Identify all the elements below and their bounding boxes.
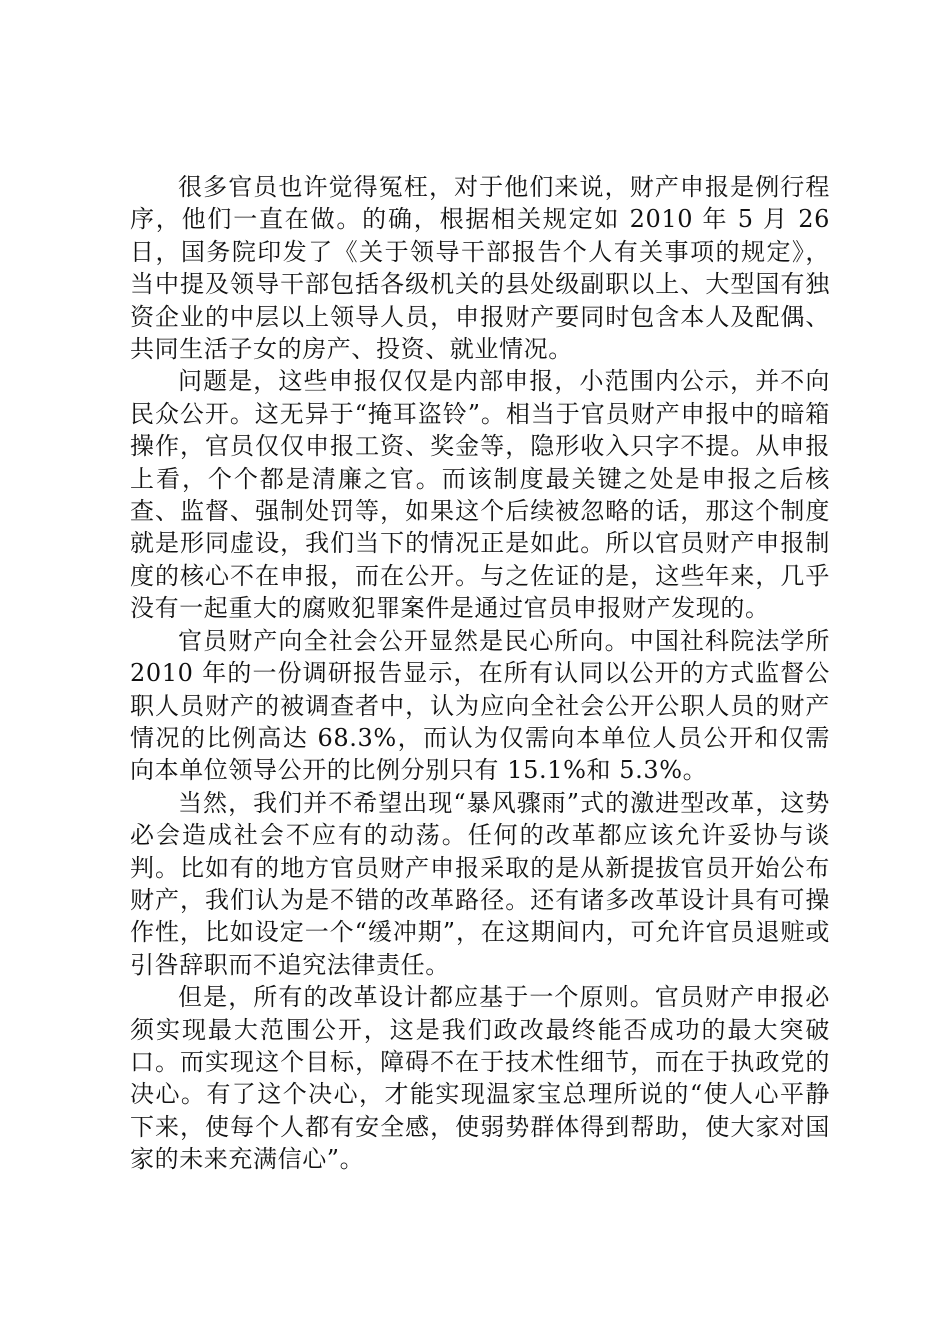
paragraph-2: 问题是，这些申报仅仅是内部申报，小范围内公示，并不向民众公开。这无异于“掩耳盗铃”。相当于官员财产申报中的暗箱操作，官员仅仅申报工资、奖金等，隐形收入只字不提。从申报上看，个个都是清廉之官。而该制度最关键之处是申报之后核查、监督、强制处罚等，如果这个后续被忽略的话，那这个制度就是形同虚设，我们当下的情况正是如此。所以官员财产申报制度的核心不在申报，而在公开。与之佐证的是，这些年来，几乎没有一起重大的腐败犯罪案件是通过官员申报财产发现的。: [130, 367, 830, 623]
paragraph-4: 当然，我们并不希望出现“暴风骤雨”式的激进型改革，这势必会造成社会不应有的动荡。任何的改革都应该允许妥协与谈判。比如有的地方官员财产申报采取的是从新提拔官员开始公布财产，我们认为是不错的改革路径。还有诸多改革设计具有可操作性，比如设定一个“缓冲期”，在这期间内，可允许官员退赃或引咎辞职而不追究法律责任。: [130, 788, 830, 979]
paragraph-5: 但是，所有的改革设计都应基于一个原则。官员财产申报必须实现最大范围公开，这是我们政改最终能否成功的最大突破口。而实现这个目标，障碍不在于技术性细节，而在于执政党的决心。有了这个决心，才能实现温家宝总理所说的“使人心平静下来，使每个人都有安全感，使弱势群体得到帮助，使大家对国家的未来充满信心”。: [130, 983, 830, 1174]
paragraph-1: 很多官员也许觉得冤枉，对于他们来说，财产申报是例行程序，他们一直在做。的确，根据相关规定如 2010 年 5 月 26 日，国务院印发了《关于领导干部报告个人有关事项的规定》，当中提及领导干部包括各级机关的县处级副职以上、大型国有独资企业的中层以上领导人员，申报财产要同时包含本人及配偶、共同生活子女的房产、投资、就业情况。: [130, 173, 830, 364]
document-body: [130, 171, 830, 1176]
paragraph-3: 官员财产向全社会公开显然是民心所向。中国社科院法学所 2010 年的一份调研报告显示，在所有认同以公开的方式监督公职人员财产的被调查者中，认为应向全社会公开公职人员的财产情况的比例高达 68.3%，而认为仅需向本单位人员公开和仅需向本单位领导公开的比例分别只有 15.1%和 5.3%。: [130, 626, 830, 785]
